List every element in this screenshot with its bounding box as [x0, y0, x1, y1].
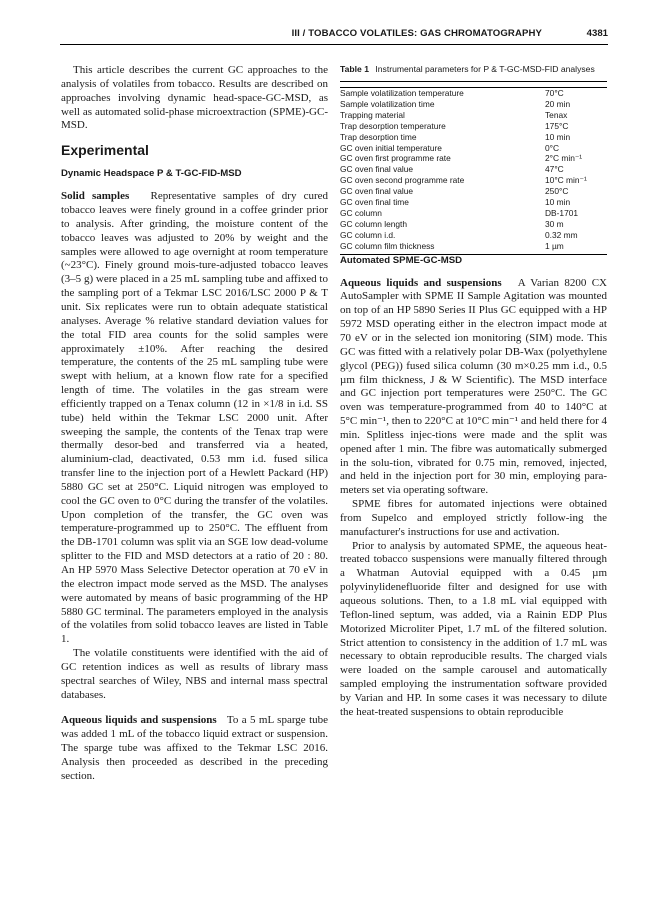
table-row	[340, 164, 607, 175]
aqueous-liquids-paragraph	[61, 714, 328, 783]
table-row	[340, 208, 607, 219]
table-row	[340, 110, 607, 121]
table-row	[340, 132, 607, 143]
parameters-table	[340, 81, 607, 255]
table-cell-parameter: Trap desorption temperature	[340, 120, 446, 131]
table-cell-value: 10°C min⁻¹	[545, 175, 587, 186]
table-cell-value: 10 min	[545, 197, 571, 208]
table-row	[340, 99, 607, 110]
solid-samples-text: Representative samples of dry cured tobacco leaves were finely ground in a coffee grinder prior to analysis. After grinding, the moisture content of the tobacco leaves was adjusted to 20% by weight and the samples were allowed to age overnight at room temperature (~23°C). Finely ground mois-ture-adjusted tobacco leaves (3–5 g) were placed in a 25 mL sampling tube and affixed to the sampling port of a Tekmar LSC 2016/LSC 2000 P & T unit. Six replicates were run to obtain adequate statistical analyses. Average % relative standard deviation values for the total FID area counts for the solid samples were approximately ±10%. After reaching the desired temperature, the contents of the 25 mL sampling tube were swept with helium, at a known flow rate for a specified length of time. The volatiles in the gas stream were efficiently trapped on a Tenax column (12 in ×1/8 in i.d. SS tube) held within the Tekmar LSC 2000 unit. After sweeping the sample, the contents of the Tenax trap were thermally desor-bed and transferred via a heated, aluminium-clad, deactivated, 0.53 mm i.d. fused silica transfer line to the injection port of a Hewlett Packard (HP) 5880 GC set at 250°C. Liquid nitrogen was employed to cool the GC oven to 0°C during the transfer of the volatiles. Upon completion of the transfer, the GC oven was temperature-programmed up to 250°C. The effluent from the DB-1701 column was split via an SGE low dead-volume splitter to the FID and MSD detectors at a ratio of 20 : 80. An HP 5970 Mass Selective Detector operation at 70 eV in the electron impact mode served as the MSD. The analyses were automated by means of basic programming of the HP 5880 GC terminal. The parameters employed in the analysis of the volatiles from solid tobacco leaves are listed in Table 1.	[61, 190, 328, 646]
table-row	[340, 121, 607, 132]
table-row	[340, 186, 607, 197]
table-cell-parameter: GC column length	[340, 218, 408, 229]
solid-samples-paragraph	[61, 190, 328, 647]
table-cell-parameter: Trap desorption time	[340, 131, 417, 142]
running-header	[60, 28, 608, 45]
table-row	[340, 241, 607, 254]
section-heading-experimental: Experimental	[61, 142, 149, 159]
table-row	[340, 219, 607, 230]
table-cell-value: Tenax	[545, 109, 568, 120]
table-row	[340, 88, 607, 99]
page-number: 4381	[586, 28, 608, 39]
table-cell-value: 20 min	[545, 98, 571, 109]
table-cell-parameter: GC oven first programme rate	[340, 153, 451, 164]
table-cell-value: 10 min	[545, 131, 571, 142]
table-row	[340, 197, 607, 208]
table-cell-value: 0°C	[545, 142, 560, 153]
table-cell-value: 30 m	[545, 218, 564, 229]
right-column	[340, 64, 607, 720]
table-cell-parameter: GC column i.d.	[340, 229, 396, 240]
table-row	[340, 153, 607, 164]
table-cell-value: 2°C min⁻¹	[545, 153, 583, 164]
table-cell-value: 250°C	[545, 186, 569, 197]
table-cell-parameter: Sample volatilization temperature	[340, 88, 464, 98]
spme-aqueous-paragraph	[340, 277, 607, 499]
table-cell-parameter: GC oven final value	[340, 186, 414, 197]
running-title: III / TOBACCO VOLATILES: GAS CHROMATOGRAPHY	[291, 28, 542, 39]
table-row	[340, 143, 607, 154]
table-cell-parameter: GC column film thickness	[340, 240, 435, 251]
table-cell-parameter: GC oven final value	[340, 164, 414, 175]
prior-analysis-paragraph: Prior to analysis by automated SPME, the aqueous heat-treated tobacco suspensions were manually filtered through a Whatman Autovial equipped with a 0.45 µm polyvinylidenefluoride filter and designed for use with aqueous solutions. Then, to a 1.8 mL vial equipped with Teflon-lined septum, was added, via a Rainin EDP Plus Motorized Microliter Pipet, 1.7 mL of the filtered solution. Strict attention to consistency in the addition of 1.7 mL was necessary to obtain reproducible results. The charged vials were loaded on the sample carousel and automatically sampled employing the instrumentation software provided by Varian and HP. In some cases it was necessary to dilute the heat-treated suspensions to obtain reproducible	[340, 539, 607, 718]
spme-fibres-paragraph: SPME fibres for automated injections were obtained from Supelco and employed strictly follow-ing the manufacturer's instructions for use and activation.	[340, 498, 607, 538]
table-cell-parameter: Sample volatilization time	[340, 98, 435, 109]
table-cell-parameter: GC oven second programme rate	[340, 175, 465, 186]
table-caption-text: Instrumental parameters for P & T-GC-MSD-FID analyses	[375, 64, 595, 74]
subheading-dynamic-headspace: Dynamic Headspace P & T-GC-FID-MSD	[61, 168, 242, 180]
left-column	[61, 64, 328, 784]
table-cell-value: 47°C	[545, 164, 564, 175]
run-in-heading-aqueous: Aqueous liquids and suspensions	[61, 714, 217, 727]
aqueous-liquids-text: To a 5 mL sparge tube was added 1 mL of the tobacco liquid extract or suspension. The sparge tube was affixed to the Tekmar LSC 2016. Analysis then proceeded as described in the preceding section.	[61, 714, 329, 782]
table-cell-parameter: GC oven final time	[340, 197, 409, 208]
subheading-automated-spme: Automated SPME-GC-MSD	[340, 254, 463, 266]
volatile-constituents-paragraph: The volatile constituents were identified with the aid of GC retention indices as well as results of library mass spectral searches of Wiley, NBS and internal mass spectral databases.	[61, 647, 328, 701]
table-cell-value: 70°C	[545, 88, 564, 98]
table-cell-value: 175°C	[545, 120, 569, 131]
table-cell-parameter: Trapping material	[340, 109, 405, 120]
run-in-heading-spme-aqueous: Aqueous liquids and suspensions	[340, 276, 502, 289]
table-row	[340, 175, 607, 186]
table-cell-parameter: GC column	[340, 207, 382, 218]
table-caption	[340, 64, 607, 75]
table-row	[340, 230, 607, 241]
paragraph-gap	[61, 702, 328, 714]
table-cell-value: DB-1701	[545, 207, 579, 218]
spme-aqueous-text: A Varian 8200 CX AutoSampler with SPME II Sample Agitation was mounted on top of an HP 5890 Series II Plus GC equipped with a HP 5972 MSD operating either in the electron impact mode at 70 eV or in the selected ion monitoring (SIM) mode. This GC was fitted with a relatively polar DB-Wax (polyethylene glycol (PEG)) fused silica column (30 m×0.25 mm i.d., 0.5 µm film thickness, J & W Scientific). The MSD interface and GC injection port temperatures were 250°C. The GC oven was temperature-programmed from 40 to 140°C at 5°C min⁻¹, then to 220°C at 10°C min⁻¹ and held there for 4 min. Splitless injec-tions were made and the split was opened after 1 min. The fibre was automatically submerged in the solu-tion, vibrated for 0.75 min, removed, injected, and held in the injection port for 30 min, employing para-meters set via operating software.	[340, 276, 607, 497]
table-cell-value: 0.32 mm	[545, 229, 578, 240]
intro-paragraph: This article describes the current GC approaches to the analysis of volatiles from tobacco. Results are described on approaches involving dynamic head-space-GC-MSD, as well as automated solid-phase microextraction (SPME)-GC-MSD.	[61, 64, 328, 132]
table-cell-value: 1 µm	[545, 240, 564, 251]
table-cell-parameter: GC oven initial temperature	[340, 142, 442, 153]
table-label: Table 1	[340, 64, 369, 74]
parameters-table-body	[340, 88, 607, 255]
run-in-heading-solid-samples: Solid samples	[61, 190, 130, 203]
